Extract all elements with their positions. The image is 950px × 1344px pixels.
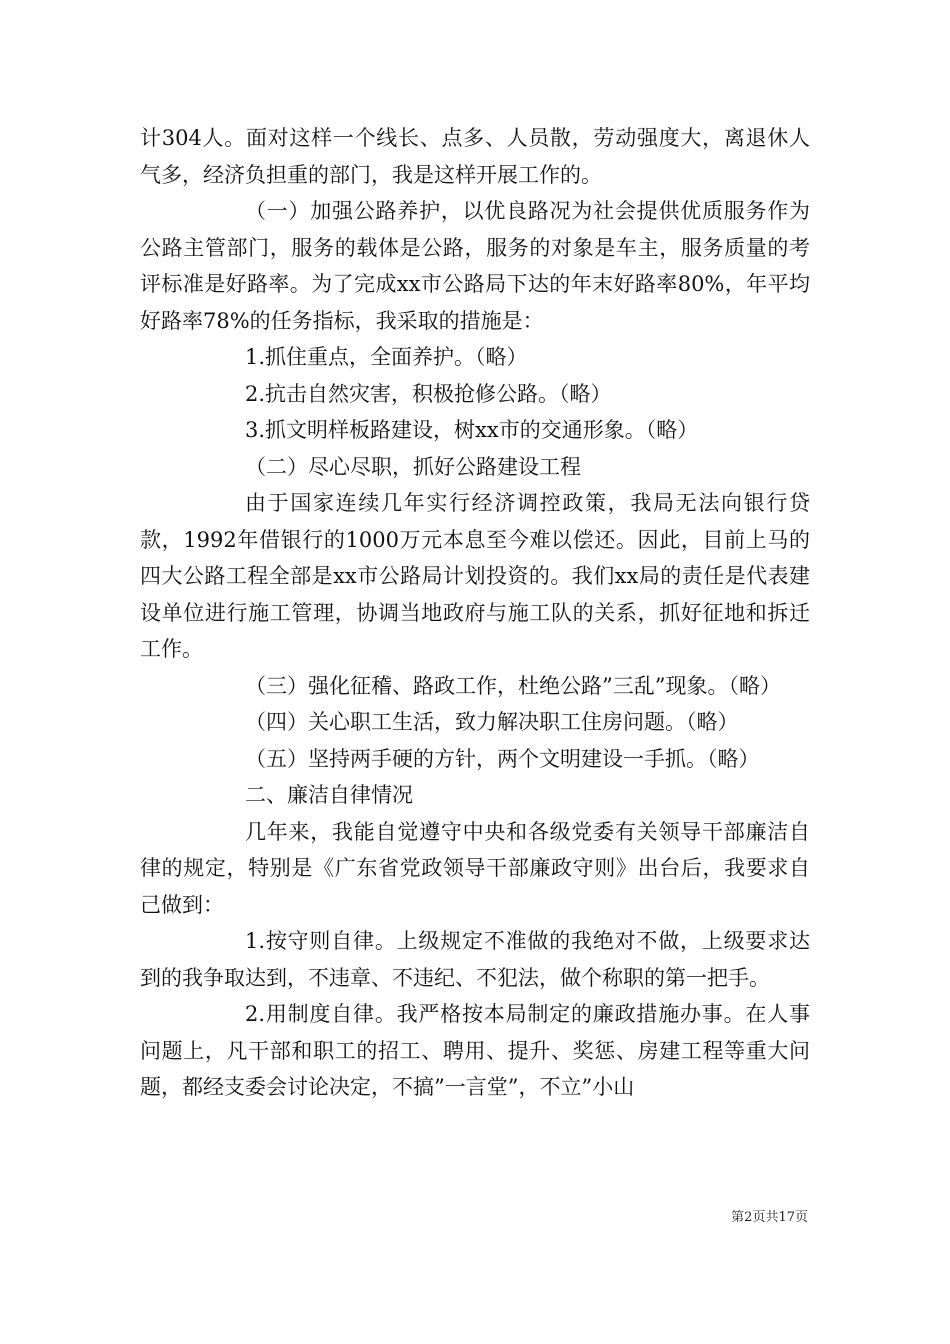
- document-body: [140, 120, 810, 1106]
- body-paragraph: （五）坚持两手硬的方针，两个文明建设一手抓。（略）: [245, 746, 760, 771]
- body-paragraph: 2.用制度自律。我严格按本局制定的廉政措施办事。在人事问题上，凡干部和职工的招工、聘用、提升、奖惩、房建工程等重大问题，都经支委会讨论决定，不搞”一言堂”，不立”小山: [140, 1002, 810, 1099]
- page-number-footer: 第2页共17页: [731, 1210, 808, 1225]
- body-paragraph: 由于国家连续几年实行经济调控政策，我局无法向银行贷款，1992年借银行的1000万元本息至今难以偿还。因此，目前上马的四大公路工程全部是xx市公路局计划投资的。我们xx局的责任是代表建设单位进行施工管理，协调当地政府与施工队的关系，抓好征地和拆迁工作。: [140, 491, 810, 661]
- body-paragraph: 二、廉洁自律情况: [245, 783, 413, 807]
- body-paragraph: 几年来，我能自觉遵守中央和各级党委有关领导干部廉洁自律的规定，特别是《广东省党政领导干部廉政守则》出台后，我要求自己做到：: [140, 819, 810, 917]
- body-paragraph: （三）强化征稽、路政工作，杜绝公路”三乱”现象。（略）: [245, 673, 781, 698]
- body-paragraph: 1.按守则自律。上级规定不准做的我绝对不做，上级要求达到的我争取达到，不违章、不违纪、不犯法，做个称职的第一把手。: [140, 929, 810, 990]
- body-paragraph: 3.抓文明样板路建设，树xx市的交通形象。（略）: [245, 418, 699, 442]
- body-paragraph: （四）关心职工生活，致力解决职工住房问题。（略）: [245, 710, 739, 734]
- body-paragraph: 2.抗击自然灾害，积极抢修公路。（略）: [245, 381, 612, 406]
- body-paragraph: （二）尽心尽职，抓好公路建设工程: [245, 454, 581, 479]
- body-paragraph: 计304人。面对这样一个线长、点多、人员散，劳动强度大，离退休人气多，经济负担重的部门，我是这样开展工作的。: [140, 126, 810, 187]
- body-paragraph: 1.抓住重点，全面养护。（略）: [245, 345, 528, 369]
- body-paragraph: （一）加强公路养护，以优良路况为社会提供优质服务作为公路主管部门，服务的载体是公路，服务的对象是车主，服务质量的考评标准是好路率。为了完成xx市公路局下达的年末好路率80%，年平均好路率78%的任务指标，我采取的措施是：: [140, 199, 810, 333]
